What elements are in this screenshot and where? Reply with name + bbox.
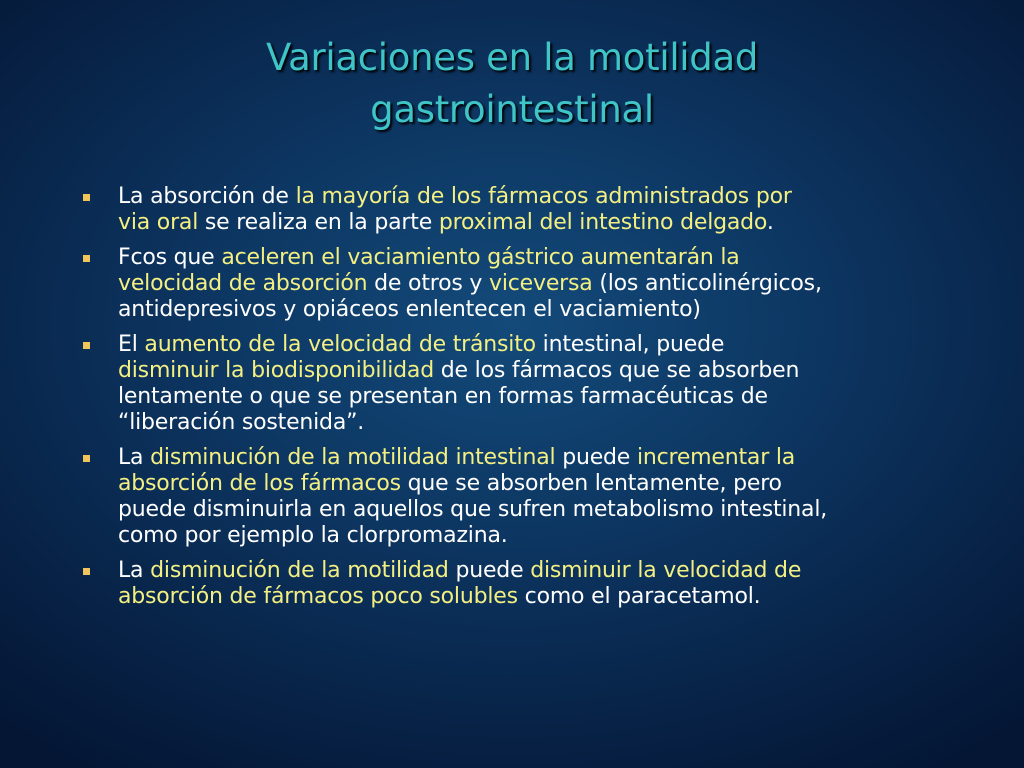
highlighted-text: absorción de los fármacos [118, 471, 401, 496]
square-bullet-icon [83, 194, 90, 201]
slide-title-line: Variaciones en la motilidad [265, 36, 759, 79]
bullet-list [78, 184, 958, 619]
body-text: intestinal, puede [535, 332, 725, 357]
bullet-text-line [118, 184, 958, 210]
body-text: (los anticolinérgicos, [592, 271, 822, 296]
body-text: de otros y [367, 271, 490, 296]
body-text: . [766, 210, 774, 235]
highlighted-text: aumento de la velocidad de tránsito [144, 332, 536, 357]
highlighted-text: viceversa [489, 271, 593, 296]
body-text: antidepresivos y opiáceos enlentecen el vaciamiento) [118, 297, 701, 322]
bullet-text-line [118, 210, 958, 236]
bullet-item [78, 184, 958, 236]
bullet-text-line [118, 497, 958, 523]
highlighted-text: absorción de fármacos poco solubles [118, 584, 518, 609]
slide-title [40, 32, 984, 136]
highlighted-text: incrementar la [636, 445, 796, 470]
square-bullet-icon [83, 255, 90, 262]
body-text: de los fármacos que se absorben [433, 358, 800, 383]
body-text: como por ejemplo la clorpromazina. [118, 523, 508, 548]
body-text: La [118, 445, 151, 470]
body-text: “liberación sostenida”. [118, 410, 365, 435]
bullet-text-line [118, 445, 958, 471]
highlighted-text: disminuir la velocidad de [530, 558, 802, 583]
slide-title-line: gastrointestinal [370, 88, 654, 131]
highlighted-text: velocidad de absorción [118, 271, 368, 296]
bullet-text-line [118, 358, 958, 384]
body-text: puede [555, 445, 637, 470]
highlighted-text: aceleren el vaciamiento gástrico aumentarán la [221, 245, 740, 270]
highlighted-text: la mayoría de los fármacos administrados por [295, 184, 792, 209]
body-text: El [118, 332, 145, 357]
bullet-item [78, 245, 958, 323]
highlighted-text: disminución de la motilidad [150, 558, 449, 583]
body-text: La absorción de [118, 184, 296, 209]
bullet-text-line [118, 297, 958, 323]
bullet-text-line [118, 332, 958, 358]
bullet-item [78, 332, 958, 436]
square-bullet-icon [83, 568, 90, 575]
bullet-item [78, 445, 958, 549]
highlighted-text: proximal del intestino delgado [438, 210, 767, 235]
body-text: La [118, 558, 151, 583]
bullet-text-line [118, 271, 958, 297]
bullet-text-line [118, 410, 958, 436]
bullet-text-line [118, 523, 958, 549]
highlighted-text: via oral [118, 210, 199, 235]
bullet-text-line [118, 245, 958, 271]
square-bullet-icon [83, 342, 90, 349]
bullet-text-line [118, 558, 958, 584]
body-text: Fcos que [118, 245, 222, 270]
bullet-text-line [118, 471, 958, 497]
bullet-item [78, 558, 958, 610]
bullet-text-line [118, 584, 958, 610]
highlighted-text: disminución de la motilidad intestinal [150, 445, 556, 470]
bullet-text-line [118, 384, 958, 410]
body-text: puede [448, 558, 531, 583]
body-text: se realiza en la parte [198, 210, 439, 235]
body-text: como el paracetamol. [517, 584, 761, 609]
body-text: puede disminuirla en aquellos que sufren metabolismo intestinal, [118, 497, 828, 522]
body-text: que se absorben lentamente, pero [400, 471, 782, 496]
body-text: lentamente o que se presentan en formas farmacéuticas de [118, 384, 768, 409]
highlighted-text: disminuir la biodisponibilidad [118, 358, 434, 383]
square-bullet-icon [83, 455, 90, 462]
